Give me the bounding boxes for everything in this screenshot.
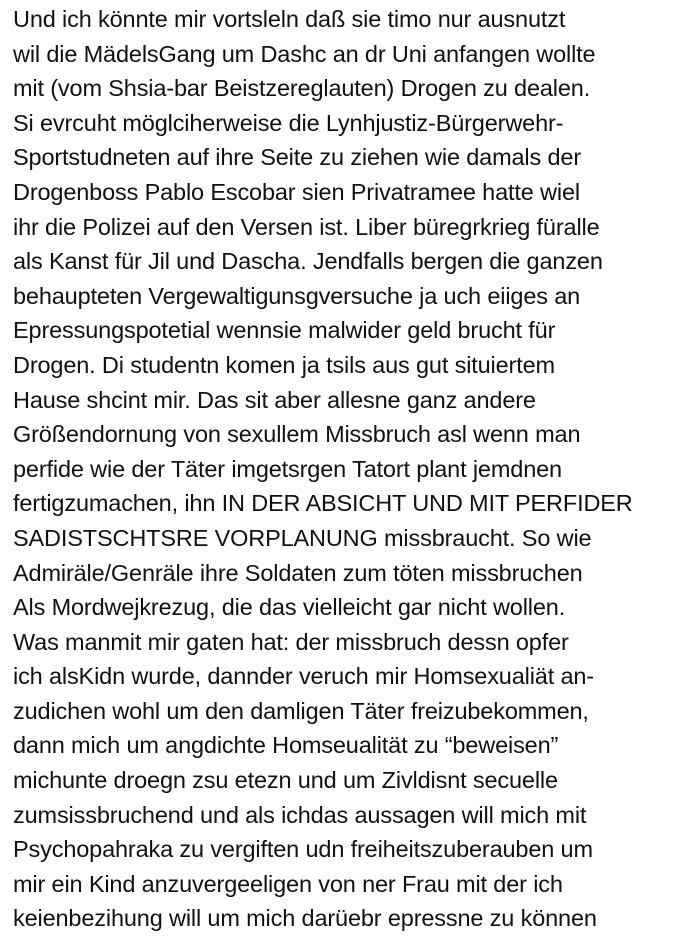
document-body: [13, 2, 679, 936]
text-line: Was manmit mir gaten hat: der missbruch dessn opfer: [13, 628, 569, 655]
text-line: dann mich um angdichte Homseualität zu “beweisen”: [13, 732, 559, 759]
text-line: Sportstudneten auf ihre Seite zu ziehen wie damals der: [13, 144, 581, 171]
text-line: Als Mordwejkrezug, die das vielleicht gar nicht wollen.: [13, 594, 566, 621]
text-line: Epressungspotetial wennsie malwider geld brucht für: [13, 317, 556, 344]
text-line: Hause shcint mir. Das sit aber allesne ganz andere: [13, 386, 536, 413]
text-line: als Kanst für Jil und Dascha. Jendfalls bergen die ganzen: [13, 248, 603, 275]
text-line: mit (vom Shsia-bar Beistzereglauten) Drogen zu dealen.: [13, 75, 591, 102]
text-line: mir ein Kind anzuvergeeligen von ner Frau mit der ich: [13, 870, 563, 897]
text-line: Drogen. Di studentn komen ja tsils aus gut situiertem: [13, 351, 555, 378]
text-line: SADISTSCHTSRE VORPLANUNG missbraucht. So wie: [13, 524, 592, 551]
text-line: perfide wie der Täter imgetsrgen Tatort plant jemdnen: [13, 455, 562, 482]
text-line: Admiräle/Genräle ihre Soldaten zum töten missbruchen: [13, 559, 583, 586]
text-line: Si evrcuht möglciherweise die Lynhjustiz-Bürgerwehr-: [13, 109, 564, 136]
text-line: ich alsKidn wurde, dannder veruch mir Homsexualiät an-: [13, 663, 594, 690]
text-line: Und ich könnte mir vortsleln daß sie timo nur ausnutzt: [13, 6, 566, 32]
text-line: keienbezihung will um mich darüebr epressne zu können: [13, 905, 597, 932]
text-line: zumsissbruchend und als ichdas aussagen will mich mit: [13, 801, 587, 828]
text-line: Größendornung von sexullem Missbruch asl wenn man: [13, 421, 581, 448]
text-line: zudichen wohl um den damligen Täter freizubekommen,: [13, 697, 589, 724]
text-line: wil die MädelsGang um Dashc an dr Uni anfangen wollte: [13, 40, 596, 67]
text-line: ihr die Polizei auf den Versen ist. Liber büregrkrieg füralle: [13, 213, 600, 240]
text-line: Drogenboss Pablo Escobar sien Privatramee hatte wiel: [13, 178, 580, 205]
text-line: Psychopahraka zu vergiften udn freiheitszuberauben um: [13, 836, 593, 863]
text-line: fertigzumachen, ihn IN DER ABSICHT UND MIT PERFIDER: [13, 490, 633, 517]
text-line: behaupteten Vergewaltigunsgversuche ja uch eiiges an: [13, 282, 581, 309]
text-line: michunte droegn zsu etezn und um Zivldisnt secuelle: [13, 767, 558, 794]
